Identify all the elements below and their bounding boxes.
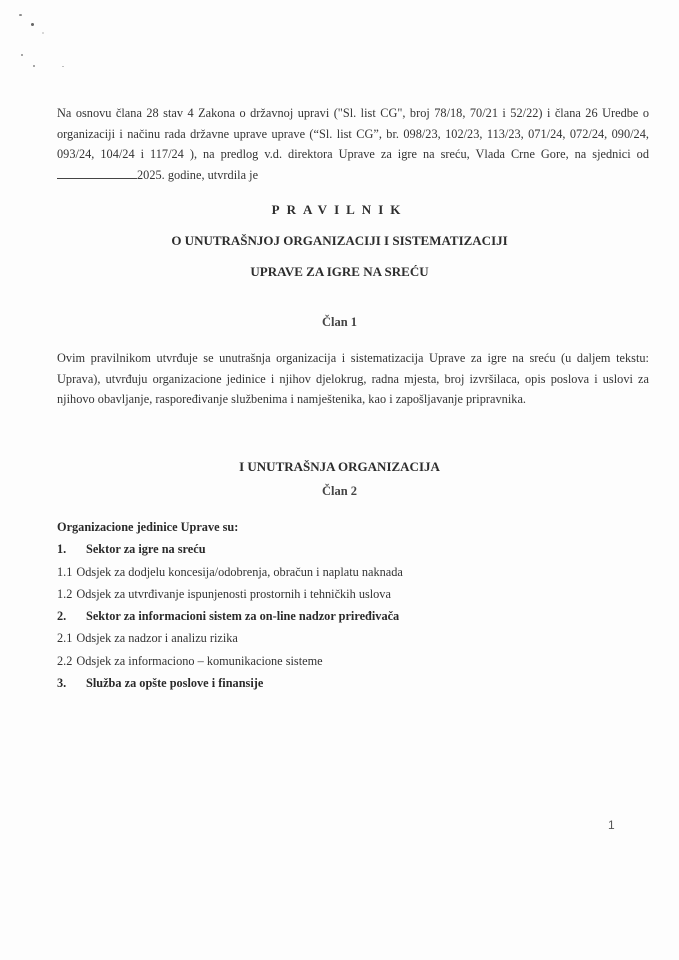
list-item-number: 2.1 [57,631,73,646]
list-item-number: 3. [57,676,67,691]
list-item-label: Sektor za informacioni sistem za on-line nadzor priređivača [86,609,400,624]
scan-artifact [33,65,35,67]
list-intro: Organizacione jedinice Uprave su: [57,520,239,534]
article-1-heading: Član 1 [321,315,358,329]
list-item-number: 1. [57,542,67,557]
list-item-number: 2.2 [57,653,73,668]
list-item [57,561,637,583]
document-subtitle-line-1: O UNUTRAŠNJOJ ORGANIZACIJI I SISTEMATIZACIJI [171,233,508,248]
list-item-label: Odsjek za utvrđivanje ispunjenosti prostornih i tehničkih uslova [76,586,391,601]
section-heading: I UNUTRAŠNJA ORGANIZACIJA [239,459,440,474]
scan-artifact [21,54,23,56]
scan-artifact [42,32,44,34]
scan-artifact [31,23,34,26]
scan-artifact [62,66,64,67]
list-item-label: Odsjek za nadzor i analizu rizika [76,631,238,646]
list-item [57,672,637,694]
list-item [57,605,637,627]
list-item [57,583,637,605]
preamble-text: Na osnovu člana 28 stav 4 Zakona o državnoj upravi ("Sl. list CG", broj 78/18, 70/21 i 52/22) i člana 26 Uredbe o organizaciji i načinu rada državne uprave uprave (“Sl. list CG”, br. 098/23, 102/23, 113/23, 071/24, 072/24, 090/24, 093/24, 104/24 i 117/24 ), na predlog v.d. direktora Uprave za igre na sreću, Vlada Crne Gore, na sjednici od [57,106,649,161]
page-number: 1 [608,818,615,832]
preamble-paragraph [57,103,649,185]
list-item-label: Odsjek za informaciono – komunikacione sisteme [76,653,323,668]
list-item-label: Sektor za igre na sreću [86,542,206,557]
scan-artifact [19,14,22,16]
list-item [57,627,637,649]
preamble-text-end: 2025. godine, utvrdila je [137,167,259,182]
list-item [57,538,637,560]
organizational-units-list [57,516,637,694]
list-item [57,650,637,672]
document-title: PRAVILNIK [271,202,408,217]
document-subtitle-line-2: UPRAVE ZA IGRE NA SREĆU [250,264,429,279]
article-2-heading: Član 2 [321,484,358,498]
list-item-number: 2. [57,609,67,624]
list-item-label: Odsjek za dodjelu koncesija/odobrenja, obračun i naplatu naknada [76,564,403,579]
article-1-text: Ovim pravilnikom utvrđuje se unutrašnja organizacija i sistematizacija Uprave za igre na sreću (u daljem tekstu: Uprava), utvrđuju organizacione jedinice i njihov djelokrug, radna mjesta, broj izvršilaca, opis poslova i uslovi za njihovo obavljanje, raspoređivanje službenima i namještenika, kao i zapošljavanje pripravnika. [57,351,649,406]
date-blank-line [57,167,137,179]
list-item-number: 1.1 [57,564,73,579]
list-item-label: Služba za opšte poslove i finansije [86,676,264,691]
list-item-number: 1.2 [57,586,73,601]
